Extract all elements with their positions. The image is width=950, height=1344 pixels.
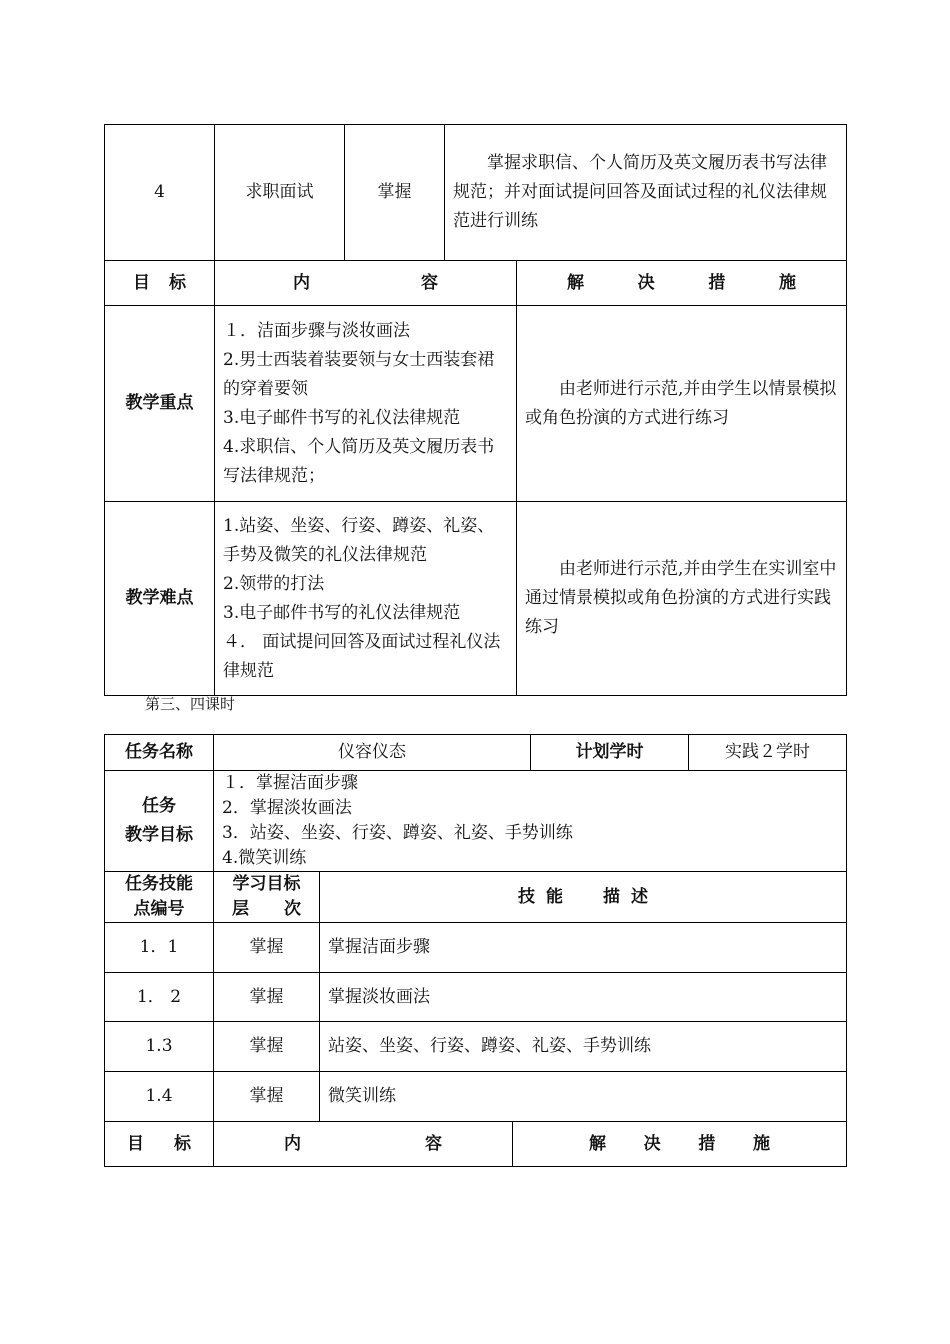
task-name-label: 任务名称: [105, 735, 214, 771]
key-point-item: １．洁面步骤与淡妆画法: [223, 320, 410, 341]
table-row: [105, 973, 847, 1022]
task-name-value: 仪容仪态: [214, 735, 531, 771]
table-row: [105, 923, 847, 973]
skill-number: 1． 2: [105, 973, 214, 1022]
skill-level-header: 学习目标 层 次: [214, 872, 320, 923]
plan-hours-label: 计划学时: [531, 735, 689, 771]
skill-level: 掌握: [214, 1022, 320, 1072]
key-points-label: 教学重点: [105, 306, 215, 502]
goals-row: [105, 771, 847, 872]
task-row: [105, 125, 847, 261]
key-point-item: 2.男士西装着装要领与女士西装套裙的穿着要领: [223, 349, 495, 399]
key-point-item: 3.电子邮件书写的礼仪法律规范: [223, 407, 461, 428]
skill-number: 1.3: [105, 1022, 214, 1072]
difficult-points-measure: 由老师进行示范,并由学生在实训室中通过情景模拟或角色扮演的方式进行实践练习: [517, 502, 847, 696]
skill-number-header: 任务技能 点编号: [105, 872, 214, 923]
task-number: 4: [105, 125, 215, 261]
header-content: 内 容: [215, 261, 517, 306]
skill-desc: 掌握淡妆画法: [320, 973, 847, 1022]
skill-desc: 站姿、坐姿、行姿、蹲姿、礼姿、手势训练: [320, 1022, 847, 1072]
goals-content: [214, 771, 847, 872]
task-description: 掌握求职信、个人简历及英文履历表书写法律规范；并对面试提问回答及面试过程的礼仪法律规范进行训练: [445, 125, 847, 261]
skill-header-row: [105, 872, 847, 923]
difficult-point-item: 1.站姿、坐姿、行姿、蹲姿、礼姿、手势及微笑的礼仪法律规范: [223, 515, 495, 565]
teaching-table-1: [104, 124, 847, 696]
key-points-measure: 由老师进行示范,并由学生以情景模拟或角色扮演的方式进行练习: [517, 306, 847, 502]
header-row: [105, 261, 847, 306]
difficult-points-row: [105, 502, 847, 696]
goal-item: １．掌握洁面步骤: [222, 773, 358, 793]
skill-number: 1．1: [105, 923, 214, 973]
goal-item: 2．掌握淡妆画法: [222, 798, 352, 818]
skill-number: 1.4: [105, 1072, 214, 1122]
skill-desc-header: 技 能 描 述: [320, 872, 847, 923]
skill-desc: 微笑训练: [320, 1072, 847, 1122]
key-point-item: 4.求职信、个人简历及英文履历表书写法律规范；: [223, 436, 495, 486]
key-points-content: [215, 306, 517, 502]
goals-label: 任务 教学目标: [105, 771, 214, 872]
skill-level: 掌握: [214, 1072, 320, 1122]
footer-measures: 解 决 措 施: [513, 1122, 847, 1167]
difficult-points-label: 教学难点: [105, 502, 215, 696]
task-name: 求职面试: [215, 125, 345, 261]
plan-hours-value: 实践２学时: [689, 735, 847, 771]
difficult-point-item: 3.电子邮件书写的礼仪法律规范: [223, 602, 461, 623]
task-name-row: [105, 735, 847, 771]
teaching-table-2: [104, 734, 847, 1167]
difficult-point-item: 2.领带的打法: [223, 573, 325, 594]
footer-content: 内 容: [214, 1122, 513, 1167]
skill-level: 掌握: [214, 973, 320, 1022]
footer-header-row: [105, 1122, 847, 1167]
goal-item: 4.微笑训练: [222, 848, 307, 868]
section-label: 第三、四课时: [145, 695, 236, 713]
difficult-point-item: ４． 面试提问回答及面试过程礼仪法律规范: [223, 631, 501, 681]
difficult-points-content: [215, 502, 517, 696]
skill-level: 掌握: [214, 923, 320, 973]
goal-item: 3．站姿、坐姿、行姿、蹲姿、礼姿、手势训练: [222, 823, 573, 843]
table-row: [105, 1022, 847, 1072]
header-measures: 解 决 措 施: [517, 261, 847, 306]
table-row: [105, 1072, 847, 1122]
skill-desc: 掌握洁面步骤: [320, 923, 847, 973]
key-points-row: [105, 306, 847, 502]
footer-goal: 目 标: [105, 1122, 214, 1167]
task-level: 掌握: [345, 125, 445, 261]
header-goal: 目 标: [105, 261, 215, 306]
